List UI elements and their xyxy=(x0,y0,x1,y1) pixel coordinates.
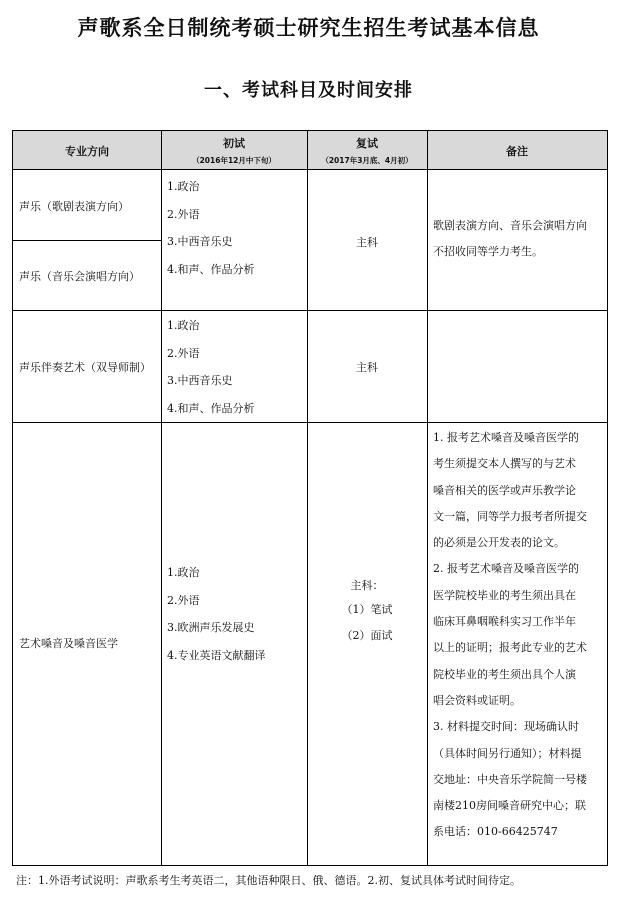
remarks-1 xyxy=(433,213,587,266)
prelim-item: 3.欧洲声乐发展史 xyxy=(167,621,255,634)
remark-line: 考生须提交本人撰写的与艺术 xyxy=(433,457,576,471)
prelim-item: 4.和声、作品分析 xyxy=(167,401,255,415)
header-major xyxy=(13,131,161,169)
remark-line: 不招收同等学力考生。 xyxy=(433,245,543,259)
prelim-item: 3.中西音乐史 xyxy=(167,374,233,387)
remark-line: 2. 报考艺术嗓音及嗓音医学的 xyxy=(433,562,579,576)
remark-line: 嗓音相关的医学或声乐教学论 xyxy=(433,483,576,497)
prelim-item: 4.和声、作品分析 xyxy=(167,262,255,276)
grid-line xyxy=(427,131,428,865)
prelim-item: 1.政治 xyxy=(167,180,200,193)
remark-line: 以上的证明；报考此专业的艺术 xyxy=(433,641,587,655)
prelim-item: 2.外语 xyxy=(167,346,200,360)
prelim-item: 1.政治 xyxy=(167,319,200,332)
header-retest-time: （2017年3月底、4月初） xyxy=(321,156,413,165)
remark-line: 临床耳鼻咽喉科实习工作半年 xyxy=(433,615,576,629)
header-remarks-label: 备注 xyxy=(506,145,528,158)
header-remarks xyxy=(427,131,607,169)
prelim-list-2 xyxy=(167,312,255,422)
remark-line: 南楼210房间嗓音研究中心；联 xyxy=(433,799,586,813)
prelim-item: 2.外语 xyxy=(167,207,200,221)
exam-table xyxy=(12,130,608,866)
remark-line: 交地址：中央音乐学院简一号楼 xyxy=(433,772,587,786)
prelim-list-3 xyxy=(167,559,266,669)
prelim-item: 2.外语 xyxy=(167,593,200,607)
header-retest-label: 复试 xyxy=(356,137,378,150)
remark-line: 院校毕业的考生须出具个人演 xyxy=(433,667,576,681)
remark-line: 1. 报考艺术嗓音及嗓音医学的 xyxy=(433,431,579,444)
retest-3-title: 主科： xyxy=(350,579,384,592)
major-voice-medicine: 艺术嗓音及嗓音医学 xyxy=(19,637,118,650)
remark-line: 系电话：010-66425747 xyxy=(433,825,558,839)
remark-line: 3. 材料提交时间：现场确认时 xyxy=(433,720,579,734)
prelim-item: 1.政治 xyxy=(167,566,200,579)
major-opera: 声乐（歌剧表演方向） xyxy=(19,200,129,213)
prelim-list-1 xyxy=(167,173,255,283)
prelim-item: 4.专业英语文献翻译 xyxy=(167,648,266,662)
major-concert: 声乐（音乐会演唱方向） xyxy=(19,270,140,283)
header-retest xyxy=(307,131,427,169)
page-title: 声歌系全日制统考硕士研究生招生考试基本信息 xyxy=(77,16,540,40)
grid-line xyxy=(161,131,162,865)
grid-line xyxy=(13,310,607,311)
remark-line: （具体时间另行通知）；材料提 xyxy=(433,746,582,760)
retest-2: 主科 xyxy=(356,361,378,374)
remark-line: 歌剧表演方向、音乐会演唱方向 xyxy=(433,219,587,232)
retest-item: （2）面试 xyxy=(341,629,393,643)
remark-line: 医学院校毕业的考生须出具在 xyxy=(433,588,576,602)
header-prelim xyxy=(161,131,307,169)
header-major-label: 专业方向 xyxy=(65,145,109,158)
grid-line xyxy=(13,422,607,423)
major-accompaniment: 声乐伴奏艺术（双导师制） xyxy=(19,361,151,374)
header-prelim-time: （2016年12月中下旬） xyxy=(192,156,276,165)
remark-line: 文一篇，同等学力报考者所提交 xyxy=(433,509,587,523)
retest-item: （1）笔试 xyxy=(341,603,393,616)
header-prelim-label: 初试 xyxy=(223,137,245,150)
retest-3-items xyxy=(307,597,427,650)
remark-line: 的必须是公开发表的论文。 xyxy=(433,536,565,550)
retest-1: 主科 xyxy=(356,236,378,249)
prelim-item: 3.中西音乐史 xyxy=(167,235,233,248)
grid-line xyxy=(13,240,161,241)
grid-line xyxy=(13,169,607,170)
remarks-3 xyxy=(433,425,587,846)
section-title: 一、考试科目及时间安排 xyxy=(204,80,413,101)
remark-line: 唱会资料或证明。 xyxy=(433,693,521,707)
footnote: 注：1.外语考试说明：声歌系考生考英语二，其他语种限日、俄、德语。2.初、复试具体考试时间待定。 xyxy=(16,874,521,887)
